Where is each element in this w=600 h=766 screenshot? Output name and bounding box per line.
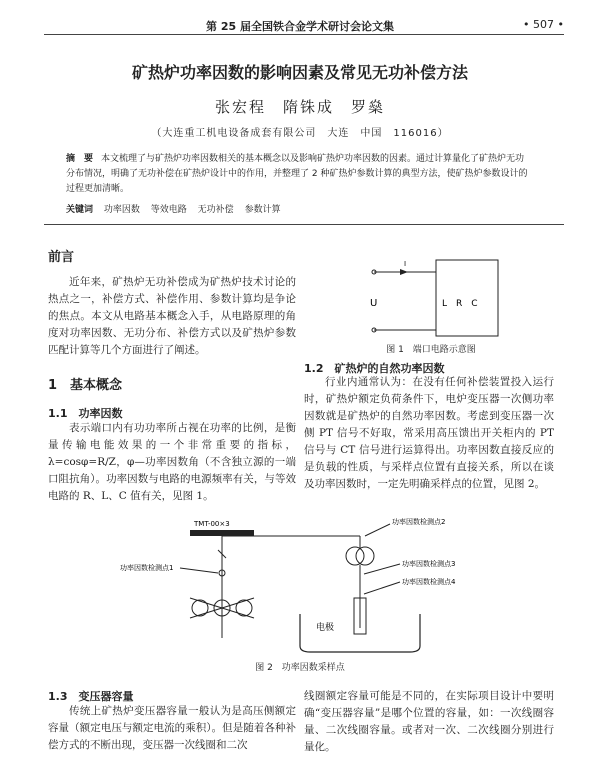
abstract-text: 本文梳理了与矿热炉功率因数相关的基本概念以及影响矿热炉功率因数的因素。通过计算量化了矿热炉无功分布情况，明确了无功补偿在矿热炉设计中的作用，并整理了 2 种矿热炉参数计算的典型方法，使矿热炉参数设计的过程更加清晰。 bbox=[66, 154, 528, 194]
fig2-transformer bbox=[356, 547, 374, 565]
section-heading-intro: 前言 bbox=[48, 250, 75, 265]
intro-paragraph: 近年来，矿热炉无功补偿成为矿热炉技术讨论的热点之一，补偿方式、补偿作用、参数计算均是争论的焦点。本文从电路基本概念入手，从电路原理的角度对功率因数、无功分布、补偿方式以及矿热炉参数匹配计算等几个方面进行了阐述。 bbox=[48, 276, 296, 356]
fig2-label-p4: 功率因数检测点4 bbox=[402, 578, 456, 586]
section-heading-1-1: 1.1 功率因数 bbox=[48, 407, 123, 420]
keywords bbox=[66, 202, 532, 215]
fig2-leader-p2 bbox=[365, 524, 390, 536]
fig1-label-lrc: L R C bbox=[442, 299, 478, 309]
section-heading-1-2: 1.2 矿热炉的自然功率因数 bbox=[304, 362, 445, 375]
section-1-2-paragraph: 行业内通常认为：在没有任何补偿装置投入运行时，矿热炉额定负荷条件下，电炉变压器一次侧功率因数就是矿热炉的自然功率因数。考虑到变压器一次侧 PT 信号不好取，常采用高压馈出开关柜内的 PT 信号与 CT 信号进行运算得出。功率因数直接反应的是负载的性质，与采样点位置有直接关系，所以在谈及功率因数时，一定先明确采样点的位置，见图 2。 bbox=[304, 376, 554, 490]
authors: 张宏程 隋铢成 罗燊 bbox=[214, 98, 385, 116]
header-rule bbox=[44, 34, 564, 35]
section-1-1-paragraph: 表示端口内有功功率所占视在功率的比例，是衡量传输电能效果的一个非常重要的指标，λ=cosφ=R/Z，φ—功率因数角（不含独立源的一端口阻抗角）。功率因数与电路的电源频率有关，与等效电路的 R、L、C 值有关，见图 1。 bbox=[48, 422, 296, 502]
running-header: 第 25 届全国铁合金学术研讨会论文集 bbox=[206, 20, 394, 33]
fig2-leader-p3 bbox=[364, 564, 400, 574]
fig2-label-p2: 功率因数检测点2 bbox=[392, 518, 446, 526]
fig2-label-electrode: 电极 bbox=[316, 623, 335, 633]
keywords-label: 关键词 bbox=[66, 205, 94, 215]
section-1-3-paragraph-left: 传统上矿热炉变压器容量一般认为是高压侧额定容量（额定电压与额定电流的乘积）。但是随着各种补偿方式的不断出现，变压器一次线圈和二次 bbox=[48, 705, 296, 751]
figure1-circuit bbox=[356, 250, 506, 340]
figure1-caption: 图 1 端口电路示意图 bbox=[386, 345, 476, 355]
abstract bbox=[66, 152, 532, 197]
fig1-label-i: I bbox=[404, 260, 407, 268]
paper-title: 矿热炉功率因数的影响因素及常见无功补偿方法 bbox=[131, 63, 468, 82]
section-heading-1-3: 1.3 变压器容量 bbox=[48, 690, 134, 703]
fig2-leader-p1 bbox=[180, 568, 218, 573]
section-1-3-paragraph-right: 线圈额定容量可能是不同的，在实际项目设计中要明确“变压器容量”是哪个位置的容量，如：一次线圈容量、二次线圈容量。或者对一次、二次线圈分别进行量化。 bbox=[304, 690, 554, 753]
fig2-transformer bbox=[346, 547, 364, 565]
keyword: 等效电路 bbox=[150, 205, 187, 215]
keyword: 功率因数 bbox=[103, 205, 140, 215]
fig2-label-p1: 功率因数检测点1 bbox=[120, 564, 174, 572]
section-heading-1: 1 基本概念 bbox=[48, 378, 123, 393]
fig1-label-u: U bbox=[370, 298, 378, 309]
fig2-label-tmt: TMT-00×3 bbox=[194, 520, 230, 528]
fig2-label-p3: 功率因数检测点3 bbox=[402, 560, 456, 568]
abstract-label: 摘 要 bbox=[66, 154, 94, 164]
page-number: • 507 • bbox=[523, 18, 564, 31]
fig2-busbar bbox=[190, 530, 254, 536]
keyword: 无功补偿 bbox=[197, 205, 234, 215]
fig2-leader-p4 bbox=[364, 582, 400, 594]
fig1-current-arrow bbox=[400, 269, 408, 275]
affiliation: （大连重工机电设备成套有限公司 大连 中国 116016） bbox=[151, 128, 449, 139]
figure2-diagram bbox=[120, 518, 480, 656]
keyword: 参数计算 bbox=[244, 205, 281, 215]
abstract-rule bbox=[44, 224, 564, 225]
figure2-caption: 图 2 功率因数采样点 bbox=[255, 663, 345, 673]
fig1-port-box bbox=[436, 260, 498, 336]
